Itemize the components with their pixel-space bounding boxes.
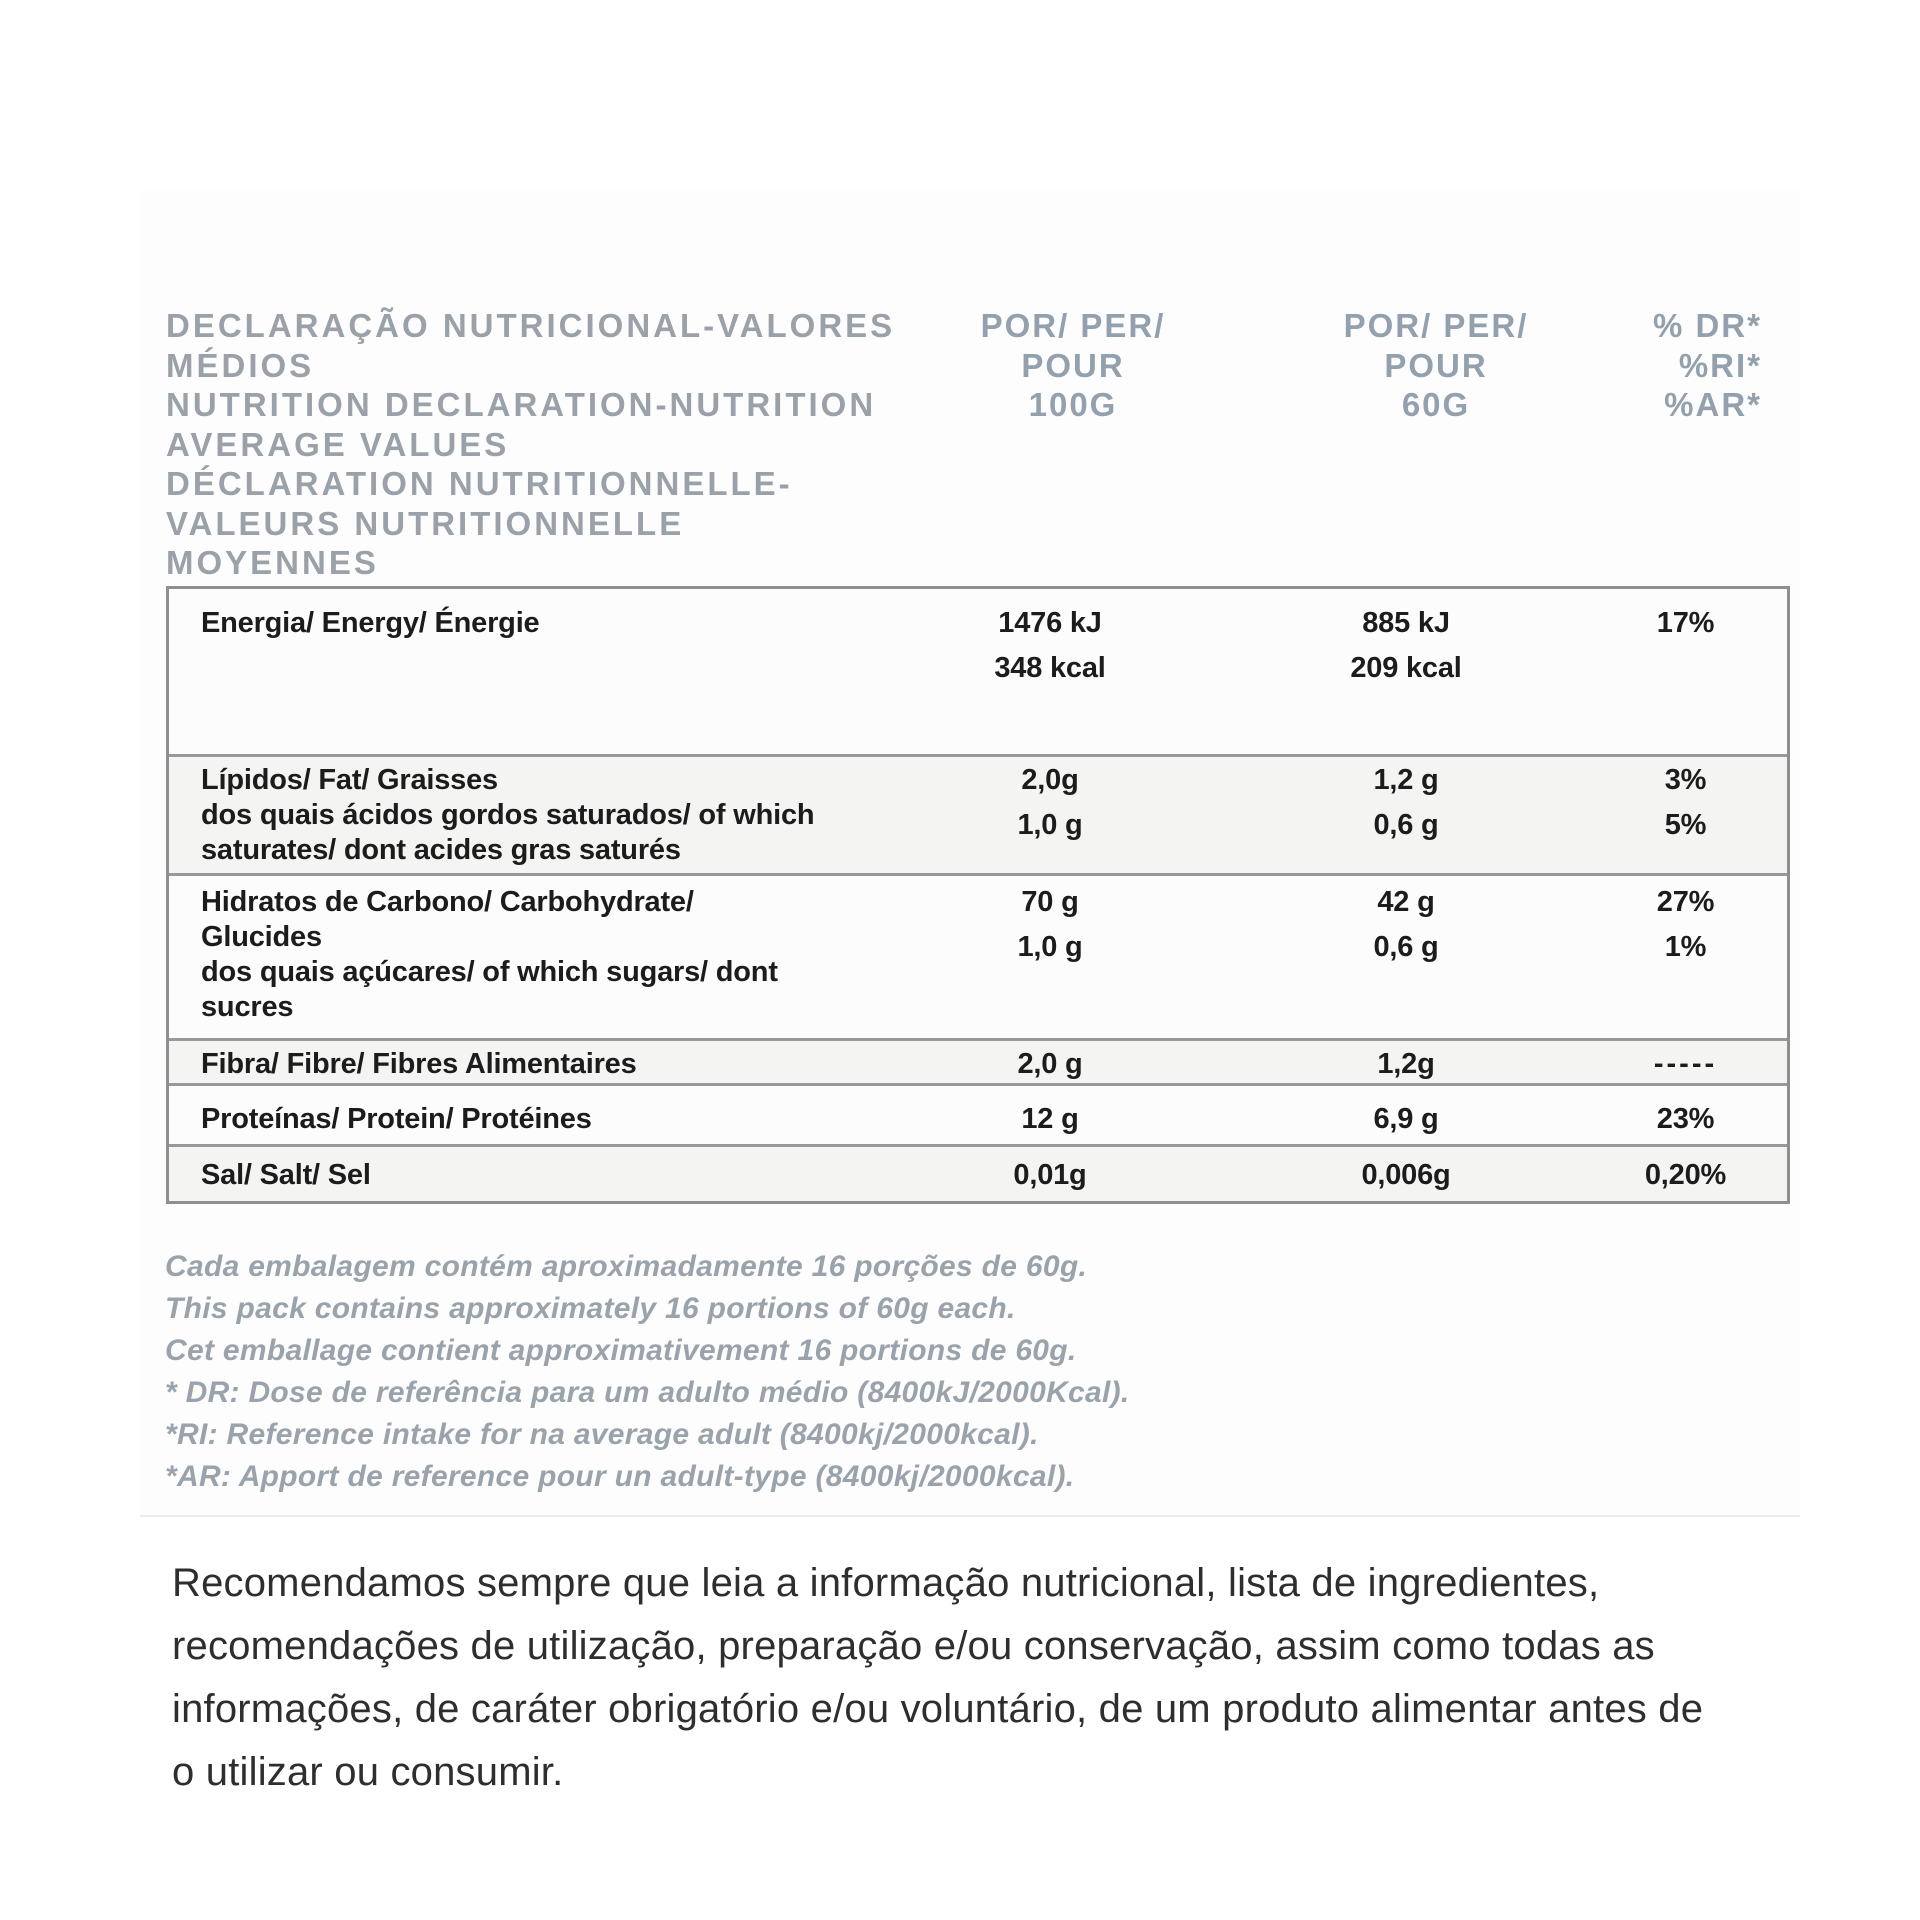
footnote-portions-en: This pack contains approximately 16 portions of 60g each. bbox=[165, 1292, 1016, 1325]
nutrition-declaration-title bbox=[166, 306, 926, 583]
table-row-salt bbox=[169, 1144, 1787, 1201]
row-sublabel: dos quais ácidos gordos saturados/ of which saturates/ dont acides gras saturés bbox=[201, 799, 815, 866]
recommendation-line: informações, de caráter obrigatório e/ou voluntário, de um produto alimentar antes de bbox=[172, 1687, 1704, 1731]
title-line: VALEURS NUTRITIONNELLE bbox=[166, 504, 685, 542]
column-header-per-100g bbox=[948, 306, 1198, 425]
title-line: MOYENNES bbox=[166, 544, 379, 581]
column-header-per-60g bbox=[1311, 306, 1561, 425]
value-daily-reference: 23% bbox=[1656, 1103, 1715, 1135]
value-daily-reference: ----- bbox=[1653, 1048, 1718, 1080]
row-label: Fibra/ Fibre/ Fibres Alimentaires bbox=[201, 1048, 637, 1080]
value-per-100g: 2,0 g bbox=[1017, 1048, 1083, 1080]
row-label: Hidratos de Carbono/ Carbohydrate/ bbox=[201, 886, 694, 918]
recommendation-line: Recomendamos sempre que leia a informação nutricional, lista de ingredientes, bbox=[172, 1561, 1600, 1605]
footnote-reference-dr: * DR: Dose de referência para um adulto médio (8400kJ/2000Kcal). bbox=[165, 1376, 1130, 1409]
row-label-cell bbox=[169, 589, 930, 754]
row-label-cell bbox=[169, 1086, 930, 1144]
value-per-100g: 0,01g bbox=[1013, 1159, 1087, 1191]
footnote-reference-ri: *RI: Reference intake for na average adult (8400kj/2000kcal). bbox=[165, 1418, 1039, 1451]
value-daily-reference: 17% bbox=[1656, 607, 1715, 639]
column-header-line: % DR* bbox=[1652, 307, 1762, 344]
column-header-line: %RI* bbox=[1678, 346, 1762, 384]
title-line: NUTRITION DECLARATION-NUTRITION bbox=[166, 386, 877, 423]
row-label: Proteínas/ Protein/ Protéines bbox=[201, 1103, 592, 1135]
title-line: DECLARAÇÃO NUTRICIONAL-VALORES bbox=[166, 307, 896, 344]
title-line: DÉCLARATION NUTRITIONNELLE- bbox=[166, 465, 793, 502]
row-label-cell bbox=[169, 876, 930, 1038]
row-sublabel: dos quais açúcares/ of which sugars/ dont sucres bbox=[201, 956, 778, 1023]
table-row-protein bbox=[169, 1083, 1787, 1144]
value-per-60g: 1,2 g 0,6 g bbox=[1373, 764, 1439, 841]
column-header-line: POR/ PER/ POUR bbox=[980, 307, 1166, 384]
recommendation-line: o utilizar ou consumir. bbox=[172, 1750, 564, 1794]
column-header-line: POR/ PER/ POUR bbox=[1343, 307, 1529, 384]
footnote-reference-ar: *AR: Apport de reference pour un adult-type (8400kj/2000kcal). bbox=[165, 1460, 1075, 1493]
column-header-line: 60G bbox=[1401, 386, 1471, 423]
table-row-carbohydrate bbox=[169, 873, 1787, 1038]
recommendation-line: recomendações de utilização, preparação e/ou conservação, assim como todas as bbox=[172, 1624, 1655, 1668]
value-per-60g: 6,9 g bbox=[1373, 1103, 1439, 1135]
nutrition-table bbox=[166, 586, 1790, 1204]
value-per-60g: 42 g 0,6 g bbox=[1373, 886, 1439, 963]
title-line: AVERAGE VALUES bbox=[166, 425, 510, 463]
row-label: Lípidos/ Fat/ Graisses bbox=[201, 764, 498, 796]
row-label-cell bbox=[169, 757, 930, 873]
value-per-100g: 12 g bbox=[1021, 1103, 1079, 1135]
footnote-portions-pt: Cada embalagem contém aproximadamente 16 porções de 60g. bbox=[165, 1250, 1088, 1283]
row-label-line2: Glucides bbox=[201, 921, 322, 953]
value-daily-reference: 27% 1% bbox=[1656, 886, 1715, 963]
value-per-100g: 2,0g 1,0 g bbox=[1017, 764, 1083, 841]
value-per-100g: 70 g 1,0 g bbox=[1017, 886, 1083, 963]
value-per-60g: 885 kJ 209 kcal bbox=[1350, 607, 1462, 684]
row-label: Energia/ Energy/ Énergie bbox=[201, 607, 540, 639]
title-line: MÉDIOS bbox=[166, 346, 315, 384]
footnotes bbox=[165, 1246, 1265, 1498]
column-header-line: 100G bbox=[1028, 386, 1118, 423]
column-header-daily-reference bbox=[1582, 306, 1762, 425]
value-per-100g: 1476 kJ 348 kcal bbox=[994, 607, 1106, 684]
table-row-energy bbox=[169, 589, 1787, 754]
row-label-cell bbox=[169, 1147, 930, 1201]
footnote-portions-fr: Cet emballage contient approximativement 16 portions de 60g. bbox=[165, 1334, 1077, 1367]
table-row-fat bbox=[169, 754, 1787, 873]
table-row-fibre bbox=[169, 1038, 1787, 1083]
row-label: Sal/ Salt/ Sel bbox=[201, 1159, 371, 1191]
row-label-cell bbox=[169, 1041, 930, 1083]
value-daily-reference: 3% 5% bbox=[1664, 764, 1707, 841]
recommendation-paragraph bbox=[172, 1552, 1872, 1804]
value-per-60g: 0,006g bbox=[1361, 1159, 1451, 1191]
value-per-60g: 1,2g bbox=[1377, 1048, 1435, 1080]
value-daily-reference: 0,20% bbox=[1644, 1159, 1727, 1191]
column-header-line: %AR* bbox=[1664, 386, 1762, 423]
